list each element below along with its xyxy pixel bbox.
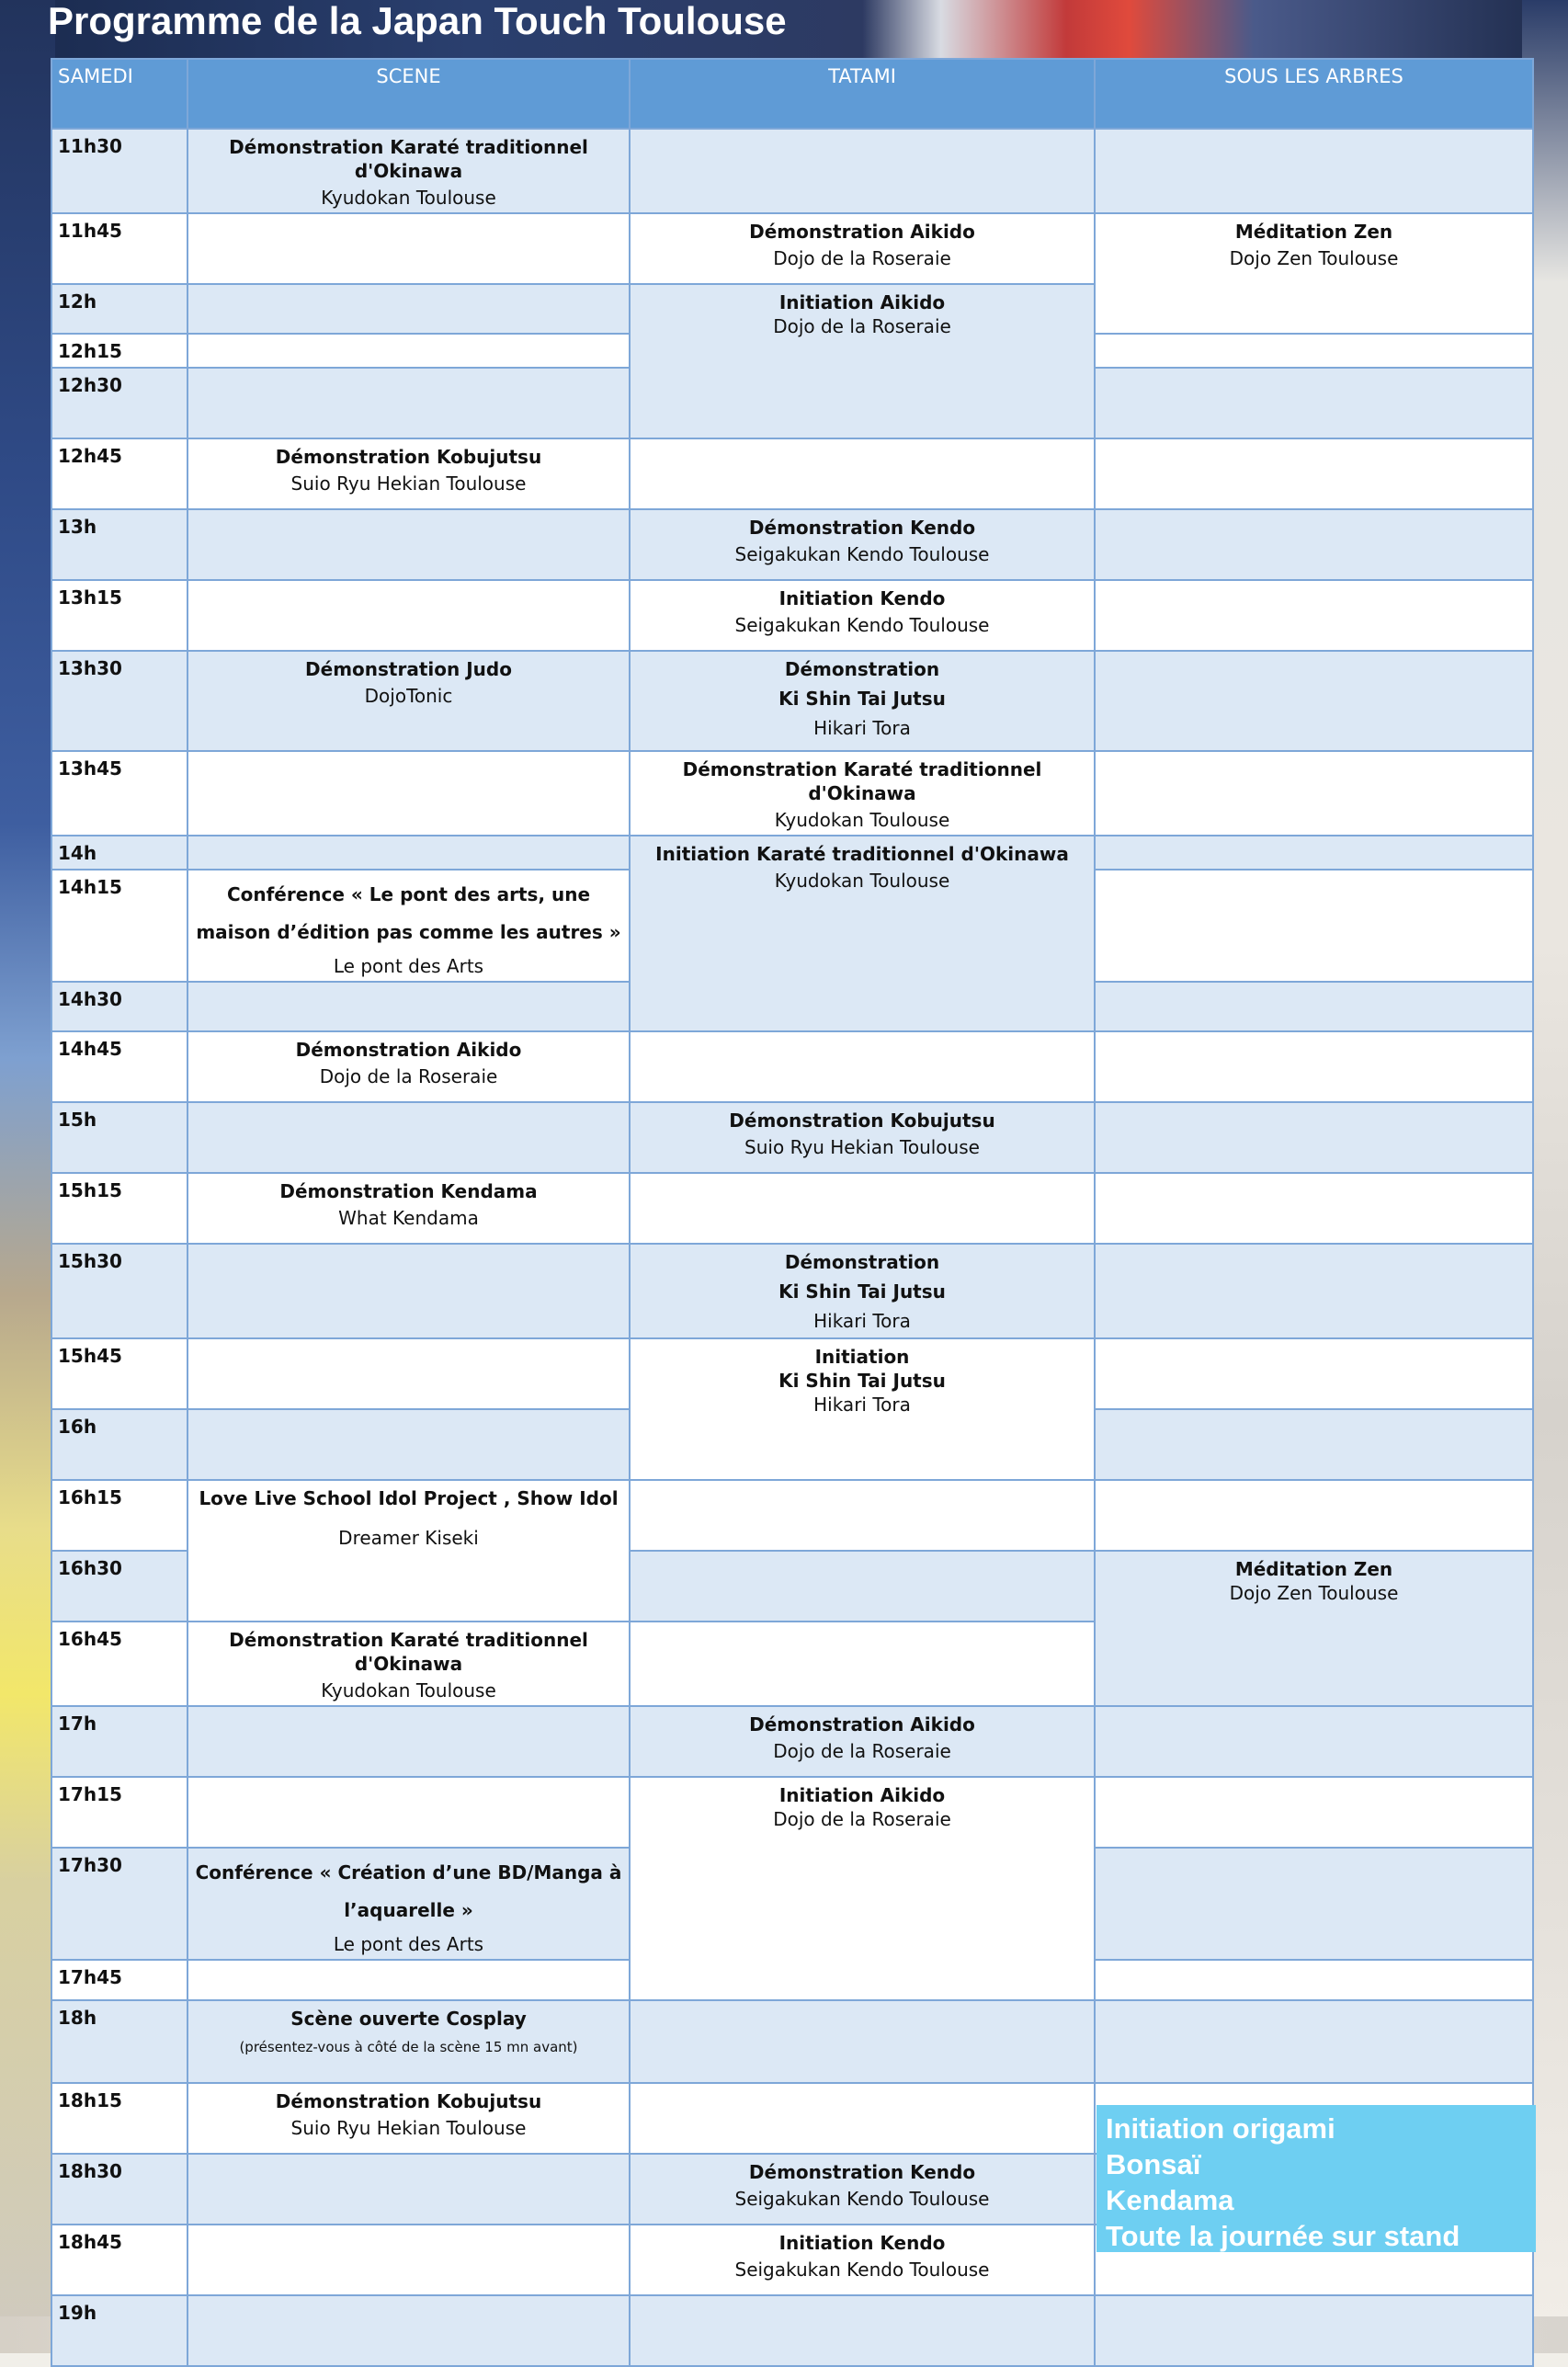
event-title: Démonstration Aikido <box>749 1713 975 1735</box>
event-title: Love Live School Idol Project , Show Idol <box>199 1487 619 1509</box>
time-label: 16h <box>51 1409 187 1480</box>
empty-slot <box>1095 438 1533 509</box>
event-organizer: Dojo de la Roseraie <box>773 247 951 269</box>
tatami-event <box>630 1338 1095 1480</box>
empty-slot <box>630 2000 1095 2083</box>
event-title: Initiation Aikido <box>778 1784 946 1806</box>
event-title: Démonstration Kendama <box>279 1180 538 1202</box>
event-organizer: Hikari Tora <box>813 1394 911 1416</box>
empty-slot <box>1095 982 1533 1031</box>
time-label: 18h45 <box>51 2225 187 2295</box>
stand-line: Kendama <box>1106 2184 1234 2216</box>
event-organizer: Seigakukan Kendo Toulouse <box>734 614 990 636</box>
empty-slot <box>187 1102 630 1173</box>
time-label: 17h45 <box>51 1960 187 2000</box>
scene-event <box>187 1480 630 1622</box>
empty-slot <box>630 1031 1095 1102</box>
empty-slot <box>1095 1960 1533 2000</box>
empty-slot <box>1095 2000 1533 2083</box>
empty-slot <box>1095 870 1533 982</box>
event-organizer: DojoTonic <box>364 685 453 707</box>
empty-slot <box>187 982 630 1031</box>
empty-slot <box>187 1244 630 1338</box>
event-organizer: Suio Ryu Hekian Toulouse <box>290 2117 527 2139</box>
tatami-event <box>630 751 1095 836</box>
header-tatami: TATAMI <box>630 59 1095 129</box>
scene-event <box>187 1031 630 1102</box>
event-title: Conférence « Le pont des arts, une maison d’édition pas comme les autres » <box>196 883 621 943</box>
time-row <box>51 1173 1533 1244</box>
time-label: 16h45 <box>51 1622 187 1706</box>
event-organizer: Suio Ryu Hekian Toulouse <box>290 472 527 495</box>
empty-slot <box>187 836 630 870</box>
time-label: 15h45 <box>51 1338 187 1409</box>
time-label: 13h30 <box>51 651 187 751</box>
tatami-event <box>630 580 1095 651</box>
event-organizer: Dojo de la Roseraie <box>773 1740 951 1762</box>
event-organizer: Dojo de la Roseraie <box>773 315 951 337</box>
empty-slot <box>187 1777 630 1848</box>
empty-slot <box>1095 651 1533 751</box>
empty-slot <box>187 751 630 836</box>
event-organizer: Kyudokan Toulouse <box>321 1679 496 1701</box>
event-organizer: Le pont des Arts <box>333 955 484 977</box>
empty-slot <box>1095 129 1533 213</box>
time-label: 17h15 <box>51 1777 187 1848</box>
scene-event <box>187 2000 630 2083</box>
empty-slot <box>1095 334 1533 368</box>
empty-slot <box>1095 509 1533 580</box>
empty-slot <box>1095 368 1533 438</box>
time-label: 14h <box>51 836 187 870</box>
empty-slot <box>1095 836 1533 870</box>
time-label: 15h30 <box>51 1244 187 1338</box>
tatami-event <box>630 1102 1095 1173</box>
tatami-event <box>630 836 1095 1031</box>
empty-slot <box>187 334 630 368</box>
event-title-line2: Ki Shin Tai Jutsu <box>778 688 946 710</box>
empty-slot <box>1095 580 1533 651</box>
time-label: 18h <box>51 2000 187 2083</box>
event-organizer: Dojo de la Roseraie <box>319 1065 498 1087</box>
time-row <box>51 751 1533 836</box>
empty-slot <box>630 2295 1095 2366</box>
empty-slot <box>1095 1480 1533 1551</box>
empty-slot <box>187 1960 630 2000</box>
tatami-event <box>630 509 1095 580</box>
time-label: 13h45 <box>51 751 187 836</box>
time-label: 12h <box>51 284 187 334</box>
event-organizer: Dojo Zen Toulouse <box>1229 247 1399 269</box>
stand-line: Initiation origami <box>1106 2112 1335 2145</box>
event-title: Démonstration Aikido <box>749 221 975 243</box>
scene-event <box>187 438 630 509</box>
time-row <box>51 129 1533 213</box>
tatami-event <box>630 213 1095 284</box>
tatami-event <box>630 1244 1095 1338</box>
event-organizer: Le pont des Arts <box>333 1933 484 1955</box>
event-organizer: Seigakukan Kendo Toulouse <box>734 543 990 565</box>
time-row <box>51 2295 1533 2366</box>
empty-slot <box>187 509 630 580</box>
time-row <box>51 580 1533 651</box>
event-title: Méditation Zen <box>1234 1558 1393 1580</box>
stand-line: Toute la journée sur stand <box>1106 2220 1460 2252</box>
time-row <box>51 1102 1533 1173</box>
event-title: Initiation Kendo <box>778 587 946 609</box>
tatami-event <box>630 2154 1095 2225</box>
event-title: Démonstration Kendo <box>748 2161 976 2183</box>
event-title-line2: Ki Shin Tai Jutsu <box>778 1280 946 1303</box>
event-title: Initiation <box>814 1346 910 1368</box>
header-row <box>51 59 1533 129</box>
empty-slot <box>1095 1102 1533 1173</box>
event-title: Démonstration Kobujutsu <box>729 1110 995 1132</box>
time-label: 13h <box>51 509 187 580</box>
event-title: Démonstration <box>784 658 940 680</box>
tatami-event <box>630 1706 1095 1777</box>
event-organizer: Suio Ryu Hekian Toulouse <box>744 1136 980 1158</box>
scene-event <box>187 651 630 751</box>
time-row <box>51 1031 1533 1102</box>
time-label: 19h <box>51 2295 187 2366</box>
empty-slot <box>187 2225 630 2295</box>
time-label: 16h15 <box>51 1480 187 1551</box>
tatami-event <box>630 1777 1095 2000</box>
empty-slot <box>1095 1777 1533 1848</box>
empty-slot <box>630 1480 1095 1551</box>
empty-slot <box>187 2295 630 2366</box>
time-label: 17h30 <box>51 1848 187 1960</box>
time-label: 15h <box>51 1102 187 1173</box>
time-label: 14h15 <box>51 870 187 982</box>
time-row <box>51 509 1533 580</box>
empty-slot <box>187 1706 630 1777</box>
event-organizer: Hikari Tora <box>813 717 911 739</box>
time-row <box>51 1706 1533 1777</box>
event-title: Scène ouverte Cosplay <box>290 2008 527 2030</box>
arbres-event <box>1095 213 1533 334</box>
time-label: 13h15 <box>51 580 187 651</box>
event-title: Démonstration Karaté traditionnel d'Okinawa <box>229 136 588 182</box>
empty-slot <box>1095 1031 1533 1102</box>
time-row <box>51 1480 1533 1551</box>
empty-slot <box>1095 1848 1533 1960</box>
time-label: 12h30 <box>51 368 187 438</box>
scene-event <box>187 1622 630 1706</box>
time-label: 16h30 <box>51 1551 187 1622</box>
event-organizer: What Kendama <box>338 1207 479 1229</box>
time-row <box>51 1777 1533 1848</box>
empty-slot <box>630 129 1095 213</box>
tatami-event <box>630 651 1095 751</box>
empty-slot <box>1095 1706 1533 1777</box>
tatami-event <box>630 2225 1095 2295</box>
time-label: 15h15 <box>51 1173 187 1244</box>
time-label: 17h <box>51 1706 187 1777</box>
event-title: Démonstration Kendo <box>748 517 976 539</box>
empty-slot <box>187 213 630 284</box>
event-organizer: Hikari Tora <box>813 1310 911 1332</box>
empty-slot <box>1095 1173 1533 1244</box>
event-organizer: Seigakukan Kendo Toulouse <box>734 2259 990 2281</box>
event-title: Démonstration Judo <box>305 658 512 680</box>
empty-slot <box>187 1338 630 1409</box>
event-title: Initiation Kendo <box>778 2232 946 2254</box>
empty-slot <box>187 284 630 334</box>
empty-slot <box>187 580 630 651</box>
event-note: (présentez-vous à côté de la scène 15 mn avant) <box>239 2039 578 2055</box>
stand-info-box <box>1096 2105 1536 2252</box>
empty-slot <box>187 368 630 438</box>
scene-event <box>187 1173 630 1244</box>
event-title: Méditation Zen <box>1234 221 1393 243</box>
time-row <box>51 2000 1533 2083</box>
event-organizer: Dojo Zen Toulouse <box>1229 1582 1399 1604</box>
time-label: 11h30 <box>51 129 187 213</box>
event-organizer: Kyudokan Toulouse <box>774 809 950 831</box>
stand-line: Bonsaï <box>1106 2148 1201 2180</box>
event-title: Initiation Karaté traditionnel d'Okinawa <box>655 843 1069 865</box>
event-title: Démonstration Kobujutsu <box>275 446 542 468</box>
time-row <box>51 1244 1533 1338</box>
event-title: Démonstration Aikido <box>295 1039 522 1061</box>
empty-slot <box>630 2083 1095 2154</box>
scene-event <box>187 1848 630 1960</box>
empty-slot <box>630 1551 1095 1622</box>
time-label: 18h30 <box>51 2154 187 2225</box>
empty-slot <box>1095 1338 1533 1409</box>
empty-slot <box>187 1409 630 1480</box>
header-day: SAMEDI <box>51 59 187 129</box>
time-row <box>51 836 1533 870</box>
event-organizer: Dojo de la Roseraie <box>773 1808 951 1830</box>
empty-slot <box>630 1622 1095 1706</box>
scene-event <box>187 870 630 982</box>
empty-slot <box>1095 1244 1533 1338</box>
time-row <box>51 1338 1533 1409</box>
event-title-line2: Ki Shin Tai Jutsu <box>778 1370 946 1392</box>
time-label: 12h15 <box>51 334 187 368</box>
empty-slot <box>187 2154 630 2225</box>
event-organizer: Kyudokan Toulouse <box>774 870 950 892</box>
schedule-table <box>51 58 1534 2367</box>
event-title: Démonstration Kobujutsu <box>275 2090 542 2112</box>
empty-slot <box>630 1173 1095 1244</box>
header-arbres: SOUS LES ARBRES <box>1095 59 1533 129</box>
page-title: Programme de la Japan Touch Toulouse <box>48 0 787 42</box>
event-title: Démonstration Karaté traditionnel d'Okinawa <box>229 1629 588 1675</box>
time-label: 14h30 <box>51 982 187 1031</box>
event-organizer: Kyudokan Toulouse <box>321 187 496 209</box>
time-label: 12h45 <box>51 438 187 509</box>
empty-slot <box>1095 2295 1533 2366</box>
time-label: 18h15 <box>51 2083 187 2154</box>
scene-event <box>187 2083 630 2154</box>
empty-slot <box>630 438 1095 509</box>
event-title: Démonstration Karaté traditionnel d'Okinawa <box>682 758 1042 804</box>
empty-slot <box>1095 751 1533 836</box>
scene-event <box>187 129 630 213</box>
event-organizer: Dreamer Kiseki <box>338 1527 479 1549</box>
header-scene: SCENE <box>187 59 630 129</box>
time-label: 14h45 <box>51 1031 187 1102</box>
time-label: 11h45 <box>51 213 187 284</box>
time-row <box>51 651 1533 751</box>
tatami-event <box>630 284 1095 438</box>
event-organizer: Seigakukan Kendo Toulouse <box>734 2188 990 2210</box>
empty-slot <box>1095 1409 1533 1480</box>
event-title: Conférence « Création d’une BD/Manga à l’aquarelle » <box>195 1861 622 1921</box>
time-row <box>51 213 1533 284</box>
event-title: Démonstration <box>784 1251 940 1273</box>
arbres-event <box>1095 1551 1533 1706</box>
time-row <box>51 438 1533 509</box>
event-title: Initiation Aikido <box>778 291 946 313</box>
